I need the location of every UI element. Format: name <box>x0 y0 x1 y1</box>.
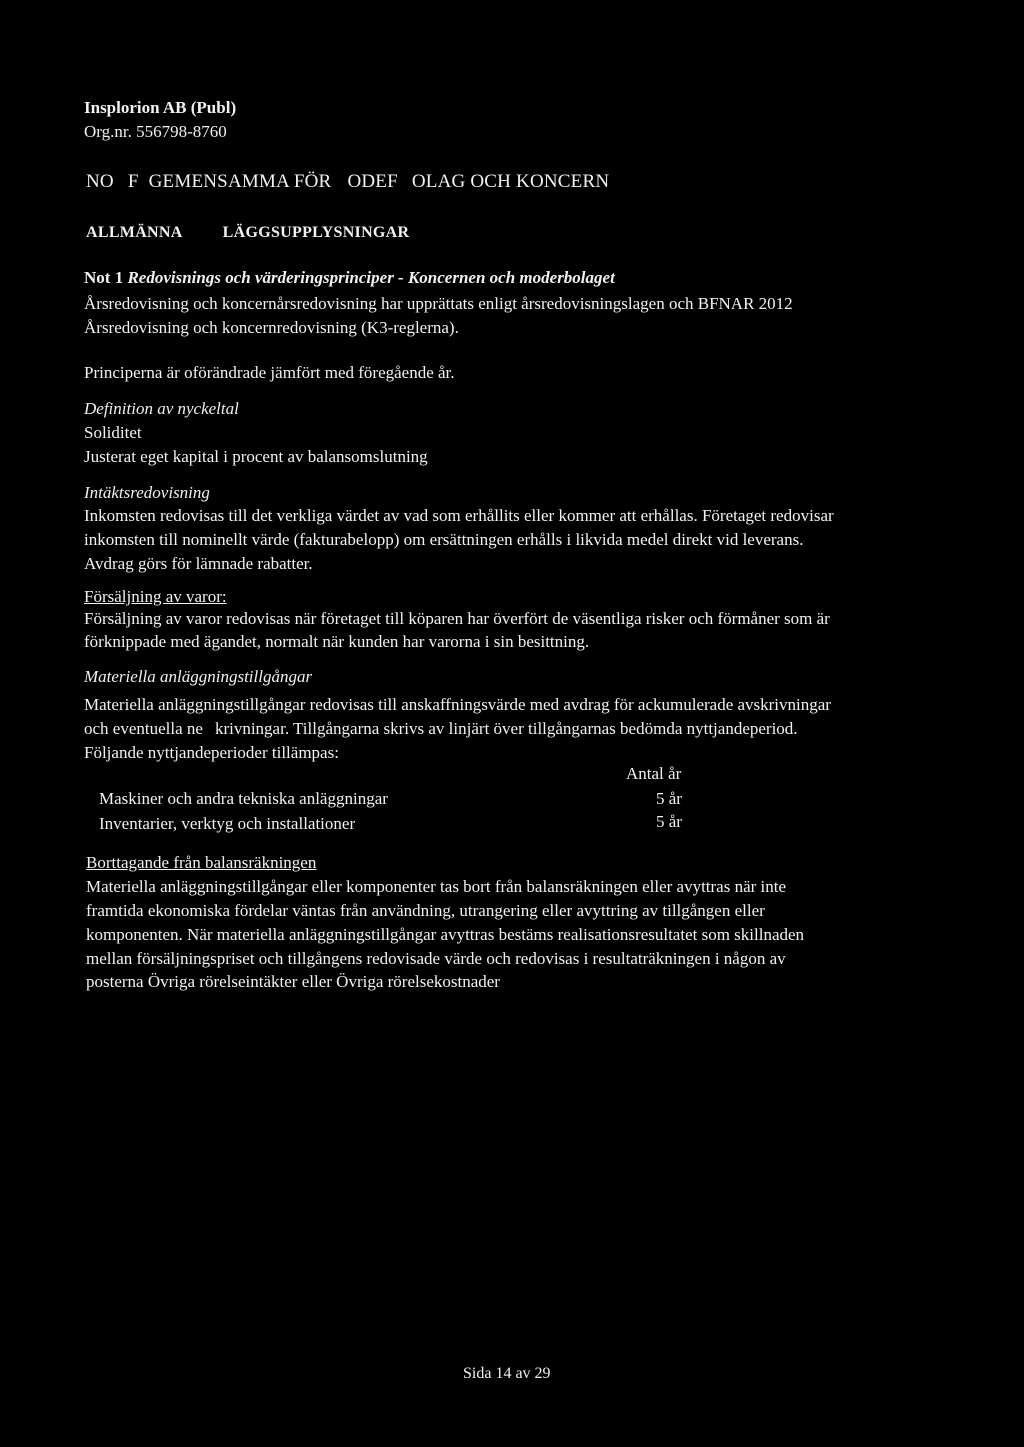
useful-life-row-label: Inventarier, verktyg och installationer <box>99 814 356 833</box>
tangible-assets-line-3: Följande nyttjandeperioder tillämpas: <box>84 743 339 762</box>
derecognition-line-2: framtida ekonomiska fördelar väntas från användning, utrangering eller avyttring av tillgången eller <box>86 901 765 920</box>
general-info-left: ALLMÄNNA <box>86 224 183 241</box>
derecognition-line-4: mellan försäljningspriset och tillgångens redovisade värde och redovisas i resultaträkningen i någon av <box>86 949 786 968</box>
page-number: Sida 14 av 29 <box>463 1365 551 1382</box>
tangible-assets-line-2b: krivningar. Tillgångarna skrivs av linjärt över tillgångarnas bedömda nyttjandeperiod. <box>214 719 798 738</box>
derecognition-heading: Borttagande från balansräkningen <box>86 853 317 872</box>
derecognition-line-5: posterna Övriga rörelseintäkter eller Övriga rörelsekostnader <box>86 972 500 991</box>
section-title-part4: ODEF <box>347 171 398 192</box>
sales-line-1: Försäljning av varor redovisas när företaget till köparen har överfört de väsentliga risker och förmåner som är <box>84 609 830 628</box>
note-1-line-2: Årsredovisning och koncernredovisning (K3-reglerna). <box>84 318 459 337</box>
sales-line-2: förknippade med ägandet, normalt när kunden har varorna i sin besittning. <box>84 632 590 651</box>
useful-life-column-header: Antal år <box>626 764 682 783</box>
note-1-line-1: Årsredovisning och koncernårsredovisning har upprättats enligt årsredovisningslagen och BFNAR 2012 <box>84 294 793 313</box>
revenue-line-2: inkomsten till nominellt värde (fakturabelopp) om ersättningen erhålls i likvida medel direkt vid leverans. <box>84 530 804 549</box>
key-ratio-definition: Justerat eget kapital i procent av balansomslutning <box>84 447 428 466</box>
note-title: Redovisnings och värderingsprinciper - Koncernen och moderbolaget <box>127 268 615 287</box>
sales-heading: Försäljning av varor: <box>84 587 227 606</box>
section-title <box>86 172 609 192</box>
section-title-part1: NO <box>86 171 114 192</box>
note-1-heading <box>84 268 615 288</box>
note-label: Not 1 <box>84 268 124 287</box>
revenue-line-1: Inkomsten redovisas till det verkliga värdet av vad som erhållits eller kommer att erhållas. Företaget redovisar <box>84 506 834 525</box>
key-ratio-term: Soliditet <box>84 423 142 442</box>
derecognition-line-1: Materiella anläggningstillgångar eller komponenter tas bort från balansräkningen eller avyttras när inte <box>86 877 787 896</box>
key-ratios-heading: Definition av nyckeltal <box>84 399 239 418</box>
revenue-line-3: Avdrag görs för lämnade rabatter. <box>84 554 313 573</box>
section-title-part5: OLAG OCH KONCERN <box>411 171 610 192</box>
general-info-right: LÄGGSUPPLYSNINGAR <box>222 224 410 241</box>
note-1-line-3: Principerna är oförändrade jämfört med föregående år. <box>84 363 455 382</box>
revenue-heading: Intäktsredovisning <box>84 483 210 502</box>
general-info-heading <box>86 223 409 243</box>
tangible-assets-line-2 <box>84 719 798 739</box>
useful-life-row-value: 5 år <box>656 789 682 808</box>
tangible-assets-line-1: Materiella anläggningstillgångar redovisas till anskaffningsvärde med avdrag för ackumulerade avskrivningar <box>84 695 831 714</box>
tangible-assets-line-2a: och eventuella ne <box>84 719 203 738</box>
section-title-part2: F <box>127 171 139 192</box>
tangible-assets-heading: Materiella anläggningstillgångar <box>84 667 313 686</box>
section-title-part3: GEMENSAMMA FÖR <box>148 171 332 192</box>
useful-life-row-value: 5 år <box>656 812 682 831</box>
org-number: Org.nr. 556798-8760 <box>84 122 227 141</box>
derecognition-line-3: komponenten. När materiella anläggningstillgångar avyttras bestäms realisationsresultatet som skillnaden <box>86 925 805 944</box>
useful-life-row-label: Maskiner och andra tekniska anläggningar <box>99 789 388 808</box>
company-name: Insplorion AB (Publ) <box>84 98 237 117</box>
